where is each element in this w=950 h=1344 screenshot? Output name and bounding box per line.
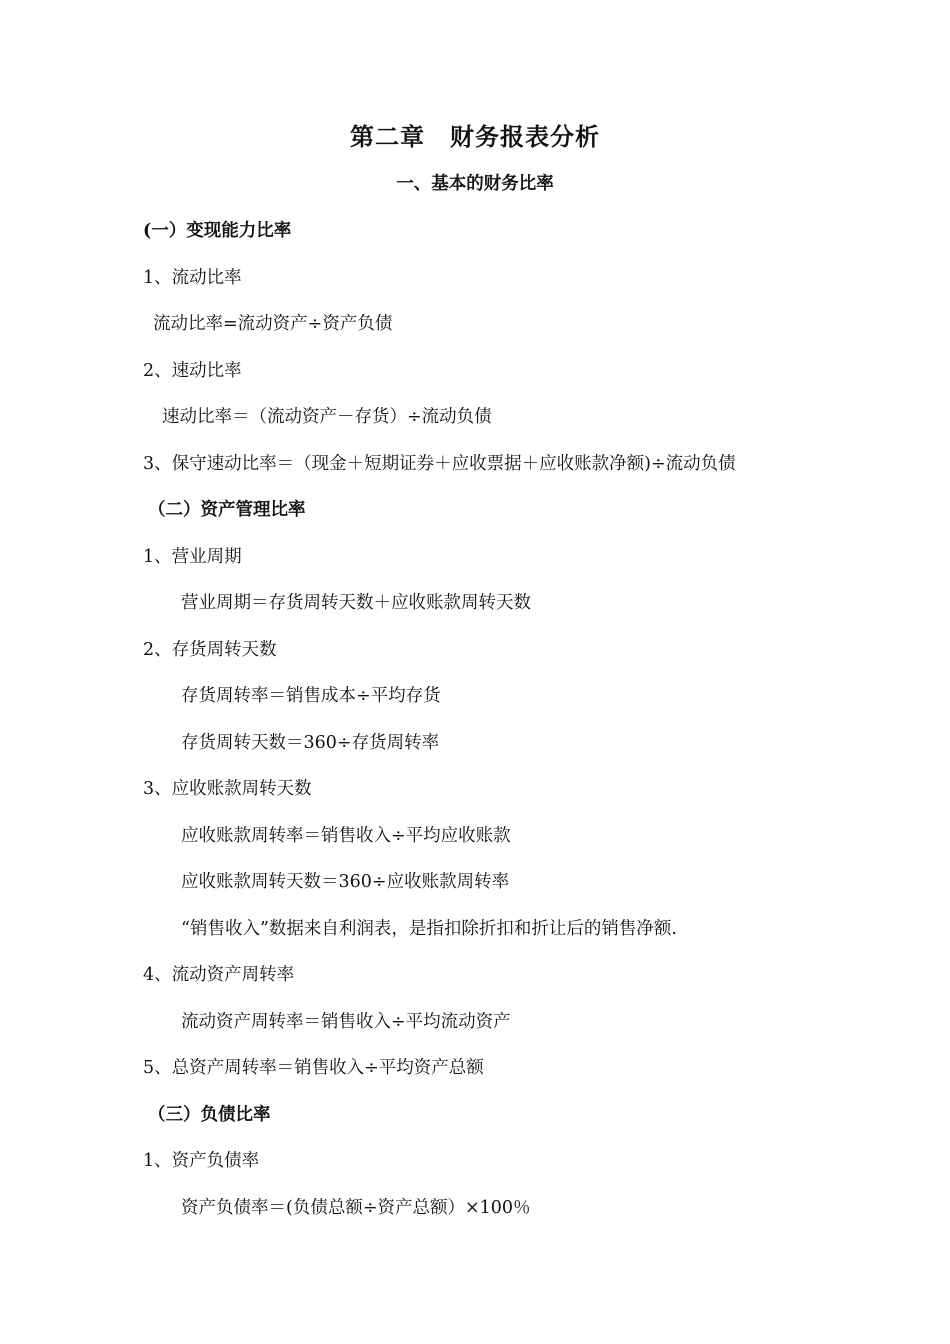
formula-operating-cycle: 营业周期＝存货周转天数＋应收账款周转天数 [181,593,531,613]
item-conservative-quick-ratio: 3、保守速动比率＝（现金＋短期证券＋应收票据＋应收账款净额)÷流动负债 [143,454,736,474]
chapter-title: 第二章 财务报表分析 [350,122,600,151]
formula-current-asset-turnover: 流动资产周转率＝销售收入÷平均流动资产 [181,1012,511,1032]
formula-quick-ratio: 速动比率＝（流动资产－存货）÷流动负债 [162,407,492,427]
item-inventory-days: 2、存货周转天数 [143,640,277,660]
item-total-asset-turnover: 5、总资产周转率＝销售收入÷平均资产总额 [143,1058,484,1078]
item-current-asset-turnover: 4、流动资产周转率 [143,965,295,985]
item-receivable-days: 3、应收账款周转天数 [143,779,312,799]
formula-debt-ratio: 资产负债率＝(负债总额÷资产总额）×100％ [181,1198,531,1218]
formula-inventory-turnover: 存货周转率＝销售成本÷平均存货 [181,686,441,706]
heading-debt-ratios: （三）负债比率 [148,1105,271,1125]
item-quick-ratio: 2、速动比率 [143,361,242,381]
formula-receivable-turnover: 应收账款周转率＝销售收入÷平均应收账款 [181,826,511,846]
heading-liquidity-ratios: (一）变现能力比率 [143,221,292,241]
heading-asset-management-ratios: （二）资产管理比率 [148,500,306,520]
item-debt-ratio: 1、资产负债率 [143,1151,260,1171]
section-title: 一、基本的财务比率 [396,174,554,194]
formula-inventory-days: 存货周转天数＝360÷存货周转率 [181,733,440,753]
item-operating-cycle: 1、营业周期 [143,547,242,567]
item-current-ratio: 1、流动比率 [143,268,242,288]
note-sales-revenue: “销售收入”数据来自利润表，是指扣除折扣和折让后的销售净额. [181,919,677,939]
formula-current-ratio: 流动比率=流动资产÷资产负债 [153,314,393,334]
formula-receivable-days: 应收账款周转天数＝360÷应收账款周转率 [181,872,510,892]
